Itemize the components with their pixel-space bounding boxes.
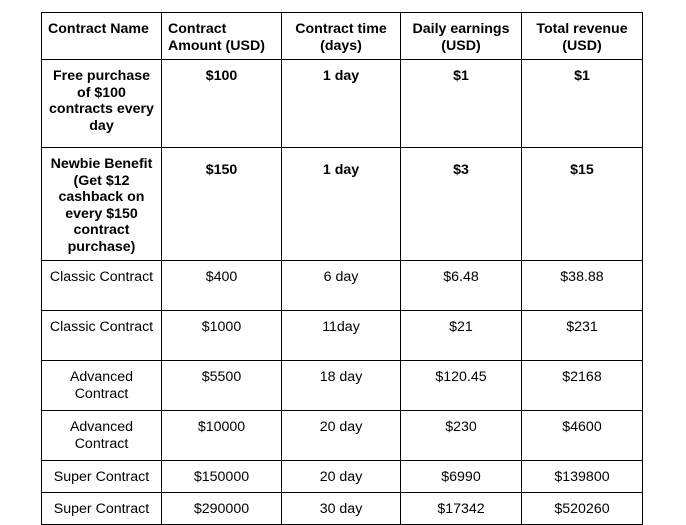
table-header-row bbox=[42, 13, 643, 60]
cell-daily-earnings: $6.48 bbox=[401, 261, 522, 311]
cell-daily-earnings: $17342 bbox=[401, 493, 522, 525]
header-total-revenue: Total revenue (USD) bbox=[522, 13, 643, 60]
table-row bbox=[42, 461, 643, 493]
cell-contract-amount: $150000 bbox=[162, 461, 282, 493]
cell-contract-amount: $150 bbox=[162, 148, 282, 261]
cell-contract-name: Newbie Benefit (Get $12 cashback on every $150 contract purchase) bbox=[42, 148, 162, 261]
cell-contract-name: Classic Contract bbox=[42, 261, 162, 311]
cell-total-revenue: $1 bbox=[522, 60, 643, 148]
cell-contract-amount: $1000 bbox=[162, 311, 282, 361]
table-row bbox=[42, 148, 643, 261]
cell-total-revenue: $231 bbox=[522, 311, 643, 361]
table-row bbox=[42, 311, 643, 361]
contracts-table bbox=[41, 12, 643, 525]
cell-contract-time: 11day bbox=[282, 311, 401, 361]
cell-contract-time: 20 day bbox=[282, 461, 401, 493]
table-row bbox=[42, 261, 643, 311]
header-contract-amount: Contract Amount (USD) bbox=[162, 13, 282, 60]
table-row bbox=[42, 411, 643, 461]
cell-total-revenue: $520260 bbox=[522, 493, 643, 525]
cell-contract-amount: $100 bbox=[162, 60, 282, 148]
header-daily-earnings: Daily earnings (USD) bbox=[401, 13, 522, 60]
cell-contract-time: 1 day bbox=[282, 60, 401, 148]
cell-contract-time: 6 day bbox=[282, 261, 401, 311]
cell-contract-amount: $10000 bbox=[162, 411, 282, 461]
cell-total-revenue: $38.88 bbox=[522, 261, 643, 311]
cell-contract-name: Super Contract bbox=[42, 493, 162, 525]
cell-contract-amount: $5500 bbox=[162, 361, 282, 411]
cell-contract-name: Advanced Contract bbox=[42, 411, 162, 461]
cell-daily-earnings: $21 bbox=[401, 311, 522, 361]
header-contract-time: Contract time (days) bbox=[282, 13, 401, 60]
cell-daily-earnings: $1 bbox=[401, 60, 522, 148]
cell-total-revenue: $4600 bbox=[522, 411, 643, 461]
cell-total-revenue: $2168 bbox=[522, 361, 643, 411]
header-contract-name: Contract Name bbox=[42, 13, 162, 60]
cell-contract-time: 18 day bbox=[282, 361, 401, 411]
table-row bbox=[42, 493, 643, 525]
cell-contract-time: 1 day bbox=[282, 148, 401, 261]
table-row bbox=[42, 60, 643, 148]
cell-contract-time: 30 day bbox=[282, 493, 401, 525]
cell-contract-amount: $290000 bbox=[162, 493, 282, 525]
cell-contract-name: Advanced Contract bbox=[42, 361, 162, 411]
cell-daily-earnings: $3 bbox=[401, 148, 522, 261]
cell-daily-earnings: $120.45 bbox=[401, 361, 522, 411]
cell-daily-earnings: $230 bbox=[401, 411, 522, 461]
cell-daily-earnings: $6990 bbox=[401, 461, 522, 493]
table-row bbox=[42, 361, 643, 411]
cell-contract-name: Super Contract bbox=[42, 461, 162, 493]
cell-total-revenue: $15 bbox=[522, 148, 643, 261]
cell-total-revenue: $139800 bbox=[522, 461, 643, 493]
cell-contract-name: Free purchase of $100 contracts every day bbox=[42, 60, 162, 148]
cell-contract-amount: $400 bbox=[162, 261, 282, 311]
cell-contract-time: 20 day bbox=[282, 411, 401, 461]
cell-contract-name: Classic Contract bbox=[42, 311, 162, 361]
